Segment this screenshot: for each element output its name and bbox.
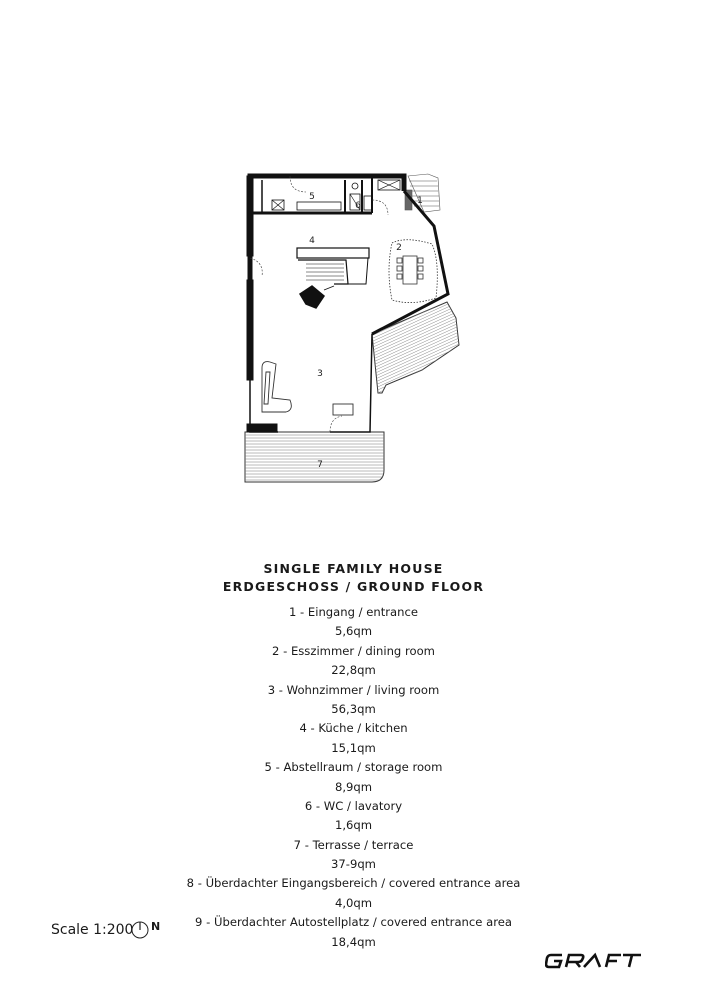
legend-room-label: 1 - Eingang / entrance [288,605,419,619]
entrance-steps [405,174,440,212]
legend-room-label: 9 - Überdachter Autostellplatz / covered entrance area [195,915,512,930]
legend-room-area: 22,8qm [331,663,376,678]
legend-room-label: 2 - Esszimmer / dining room [272,643,435,658]
legend-room-area: 8,9qm [334,779,373,794]
room-number-7: 7 [317,460,323,470]
kitchen-stair [297,248,369,308]
living-furniture [262,362,353,415]
legend-room-area: 18,4qm [331,934,376,949]
plan-title: SINGLE FAMILY HOUSE [263,561,444,576]
scale-label: Scale 1:200 [51,922,134,938]
terrace-deck [240,432,390,482]
interior-walls [253,178,400,213]
north-label: N [151,920,161,933]
room-number-2: 2 [396,243,402,253]
legend-room-area: 15,1qm [331,740,376,755]
room-number-5: 5 [309,192,315,202]
room-number-3: 3 [317,369,323,379]
legend-room-label: 6 - WC / lavatory [304,798,403,813]
room-legend [0,603,707,952]
legend-room-area: 4,0qm [334,895,373,910]
legend-room-area: 37-9qm [331,857,376,872]
legend-room-label: 4 - Küche / kitchen [299,721,408,736]
room-number-6: 6 [355,201,361,211]
legend-room-label: 5 - Abstellraum / storage room [264,760,443,775]
legend-room-area: 1,6qm [334,818,373,833]
legend-room-label: 8 - Überdachter Eingangsbereich / covered entrance area [186,876,521,891]
legend-room-area: 56,3qm [331,701,376,716]
north-arrow-icon [130,920,150,940]
legend-room-label: 7 - Terrasse / terrace [293,837,414,852]
legend-room-label: 3 - Wohnzimmer / living room [267,682,440,697]
room-number-4: 4 [309,236,315,246]
carport-deck [360,270,470,458]
graft-logo [545,951,645,971]
room-number-1: 1 [417,196,423,206]
legend-room-area: 5,6qm [334,624,373,639]
plan-subtitle: ERDGESCHOSS / GROUND FLOOR [222,579,485,594]
